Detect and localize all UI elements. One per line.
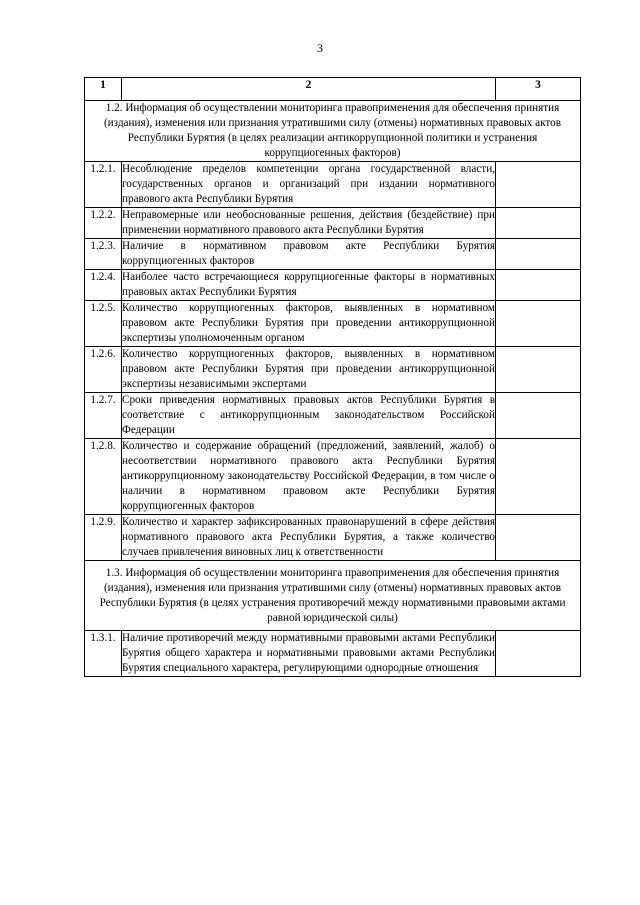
row-number: 1.2.6. bbox=[85, 347, 122, 393]
row-value-cell bbox=[496, 239, 581, 270]
row-text: Количество и содержание обращений (предложений, заявлений, жалоб) о несоответствии нормативного правового акта Республики Бурятия антикоррупционному законодательству Российской Федерации, в том числе о наличии в нормативном правовом акте Республики Бурятия коррупциогенных факторов bbox=[122, 439, 496, 515]
row-text: Неправомерные или необоснованные решения, действия (бездействие) при применении нормативного правового акта Республики Бурятия bbox=[122, 208, 496, 239]
row-value-cell bbox=[496, 347, 581, 393]
section-heading-row bbox=[85, 561, 581, 631]
monitoring-table bbox=[84, 77, 581, 677]
row-text: Количество и характер зафиксированных правонарушений в сфере действия нормативного правового акта Республики Бурятия, а также количество случаев привлечения виновных лиц к ответственности bbox=[122, 515, 496, 561]
table-row bbox=[85, 162, 581, 208]
row-number: 1.2.4. bbox=[85, 270, 122, 301]
column-header-1: 1 bbox=[85, 78, 122, 101]
row-value-cell bbox=[496, 270, 581, 301]
table-row bbox=[85, 439, 581, 515]
row-number: 1.2.5. bbox=[85, 301, 122, 347]
column-header-2: 2 bbox=[122, 78, 496, 101]
table-row bbox=[85, 347, 581, 393]
section-heading-row bbox=[85, 101, 581, 162]
table-row bbox=[85, 515, 581, 561]
table-row bbox=[85, 208, 581, 239]
row-text: Наличие противоречий между нормативными правовыми актами Республики Бурятия общего характера и нормативными правовыми актами Республики Бурятия специального характера, регулирующими однородные отношения bbox=[122, 631, 496, 677]
row-text: Наличие в нормативном правовом акте Республики Бурятия коррупциогенных факторов bbox=[122, 239, 496, 270]
table-row bbox=[85, 270, 581, 301]
row-value-cell bbox=[496, 208, 581, 239]
row-text: Количество коррупциогенных факторов, выявленных в нормативном правовом акте Республики Бурятия при проведении антикоррупционной экспертизы уполномоченным органом bbox=[122, 301, 496, 347]
section-heading: 1.2. Информация об осуществлении мониторинга правоприменения для обеспечения принятия (издания), изменения или признания утратившими силу (отмены) нормативных правовых актов Республики Бурятия (в целях реализации антикоррупционной политики и устранения коррупциогенных факторов) bbox=[85, 101, 581, 162]
table-row bbox=[85, 239, 581, 270]
row-number: 1.2.8. bbox=[85, 439, 122, 515]
table-row bbox=[85, 393, 581, 439]
row-value-cell bbox=[496, 631, 581, 677]
table-row bbox=[85, 301, 581, 347]
row-number: 1.2.3. bbox=[85, 239, 122, 270]
table-row bbox=[85, 631, 581, 677]
header-row bbox=[85, 78, 581, 101]
row-value-cell bbox=[496, 439, 581, 515]
row-number: 1.2.7. bbox=[85, 393, 122, 439]
row-value-cell bbox=[496, 162, 581, 208]
column-header-3: 3 bbox=[496, 78, 581, 101]
row-text: Сроки приведения нормативных правовых актов Республики Бурятия в соответствие с антикоррупционным законодательством Российской Федерации bbox=[122, 393, 496, 439]
row-number: 1.2.9. bbox=[85, 515, 122, 561]
section-heading: 1.3. Информация об осуществлении мониторинга правоприменения для обеспечения принятия (издания), изменения или признания утратившими силу (отмены) нормативных правовых актов Республики Бурятия (в целях устранения противоречий между нормативными правовыми актами равной юридической силы) bbox=[85, 561, 581, 631]
row-text: Наиболее часто встречающиеся коррупциогенные факторы в нормативных правовых актах Республики Бурятия bbox=[122, 270, 496, 301]
row-value-cell bbox=[496, 515, 581, 561]
row-value-cell bbox=[496, 393, 581, 439]
row-number: 1.2.1. bbox=[85, 162, 122, 208]
row-text: Количество коррупциогенных факторов, выявленных в нормативном правовом акте Республики Бурятия при проведении антикоррупционной экспертизы независимыми экспертами bbox=[122, 347, 496, 393]
row-number: 1.3.1. bbox=[85, 631, 122, 677]
row-number: 1.2.2. bbox=[85, 208, 122, 239]
row-value-cell bbox=[496, 301, 581, 347]
page-number: 3 bbox=[317, 41, 323, 55]
row-text: Несоблюдение пределов компетенции органа государственной власти, государственных органов и организаций при издании нормативного правового акта Республики Бурятия bbox=[122, 162, 496, 208]
